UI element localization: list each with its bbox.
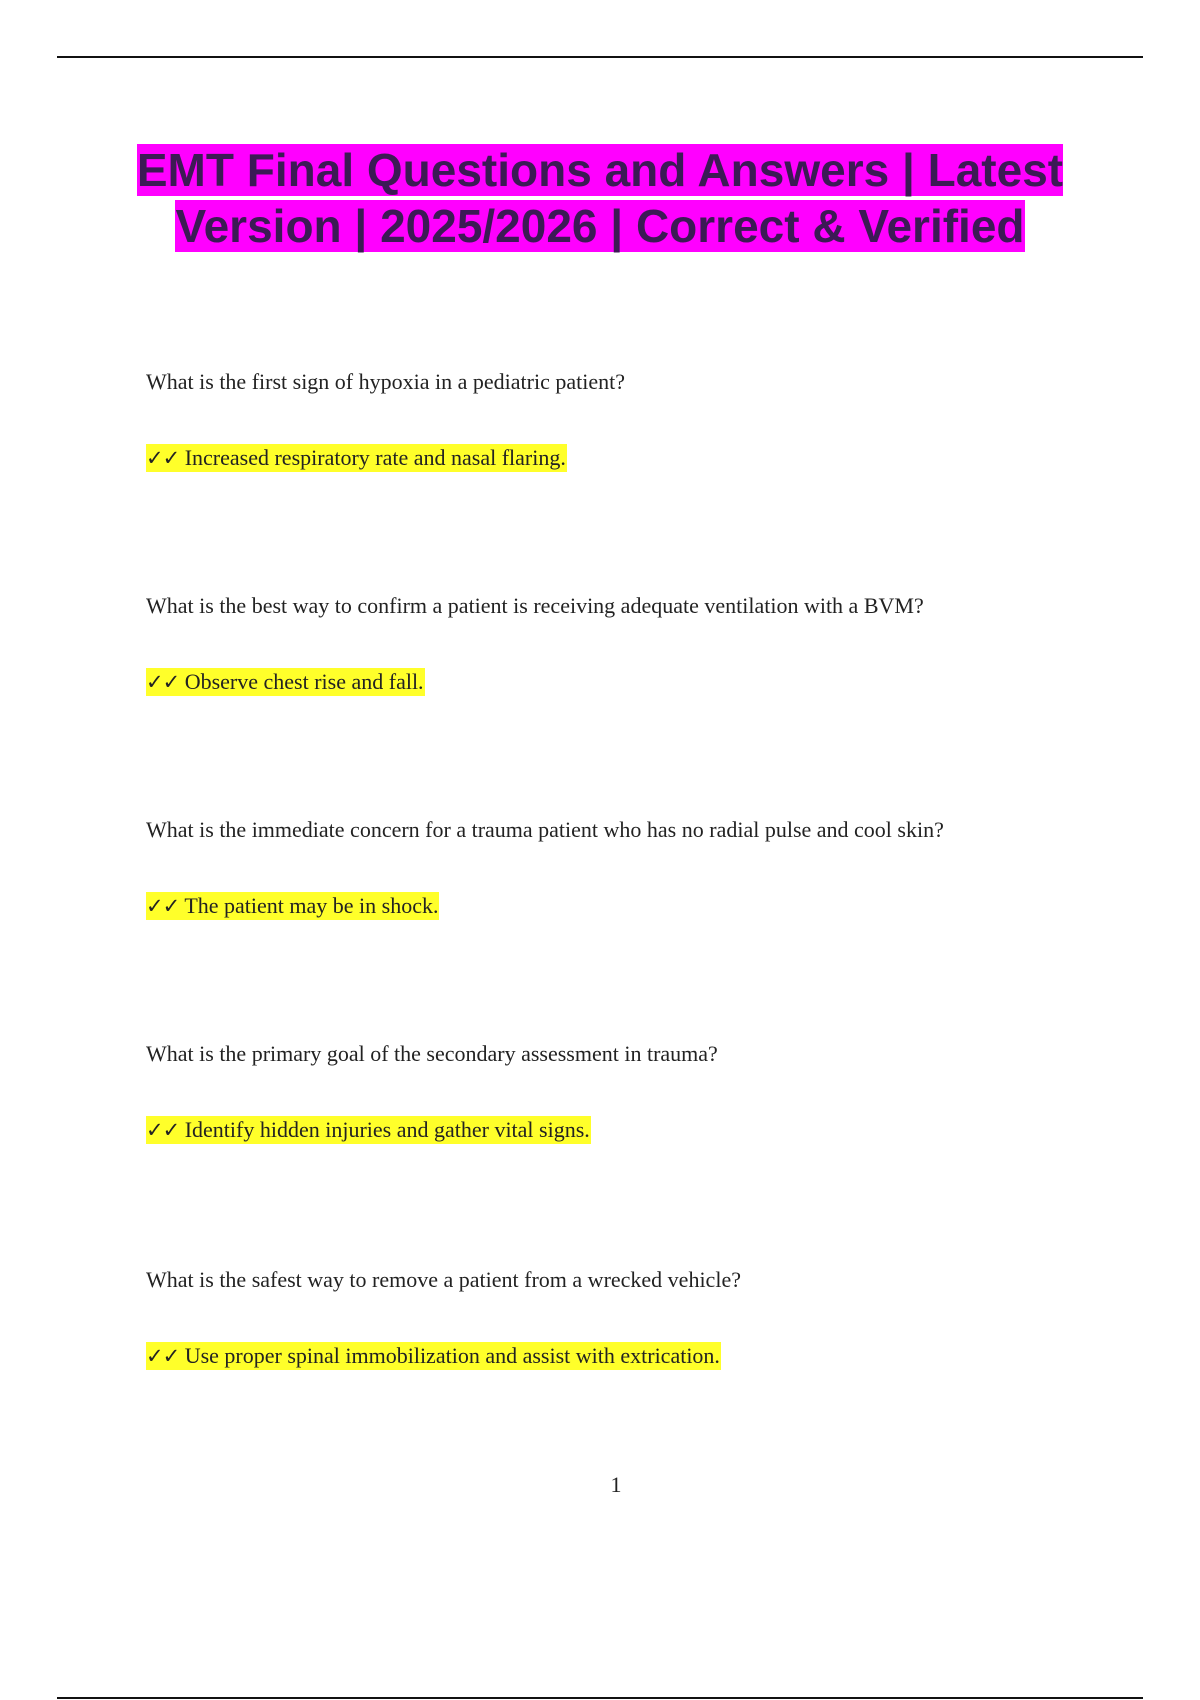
qa-item (146, 1266, 1046, 1370)
answer-line (146, 1116, 1046, 1144)
double-check-icon: ✓✓ (146, 670, 180, 694)
bottom-rule (57, 1697, 1143, 1699)
qa-item (146, 592, 1046, 696)
answer-text: The patient may be in shock. (184, 893, 439, 918)
answer-line (146, 444, 1046, 472)
top-rule (57, 56, 1143, 58)
qa-item (146, 816, 1046, 920)
qa-item (146, 1040, 1046, 1144)
question-text: What is the primary goal of the secondary assessment in trauma? (146, 1041, 718, 1066)
answer-highlight (146, 1342, 721, 1370)
answer-text: Identify hidden injuries and gather vital signs. (184, 1117, 590, 1142)
answer-highlight (146, 1116, 591, 1144)
question-text: What is the best way to confirm a patient is receiving adequate ventilation with a BVM? (146, 593, 924, 618)
answer-line (146, 1342, 1046, 1370)
question-text: What is the safest way to remove a patient from a wrecked vehicle? (146, 1267, 741, 1292)
double-check-icon: ✓✓ (146, 1344, 180, 1368)
answer-line (146, 668, 1046, 696)
answer-highlight (146, 892, 439, 920)
answer-text: Use proper spinal immobilization and assist with extrication. (184, 1343, 720, 1368)
answer-highlight (146, 444, 567, 472)
double-check-icon: ✓✓ (146, 1118, 180, 1142)
page-number: 1 (610, 1472, 622, 1497)
double-check-icon: ✓✓ (146, 446, 180, 470)
document-title-text: EMT Final Questions and Answers | Latest Version | 2025/2026 | Correct & Verified (136, 144, 1064, 252)
document-title (100, 142, 1100, 254)
answer-text: Observe chest rise and fall. (184, 669, 424, 694)
answer-highlight (146, 668, 425, 696)
question-text: What is the immediate concern for a trauma patient who has no radial pulse and cool skin? (146, 817, 944, 842)
answer-line (146, 892, 1046, 920)
question-text: What is the first sign of hypoxia in a pediatric patient? (146, 369, 625, 394)
double-check-icon: ✓✓ (146, 894, 180, 918)
qa-item (146, 368, 1046, 472)
answer-text: Increased respiratory rate and nasal flaring. (184, 445, 566, 470)
